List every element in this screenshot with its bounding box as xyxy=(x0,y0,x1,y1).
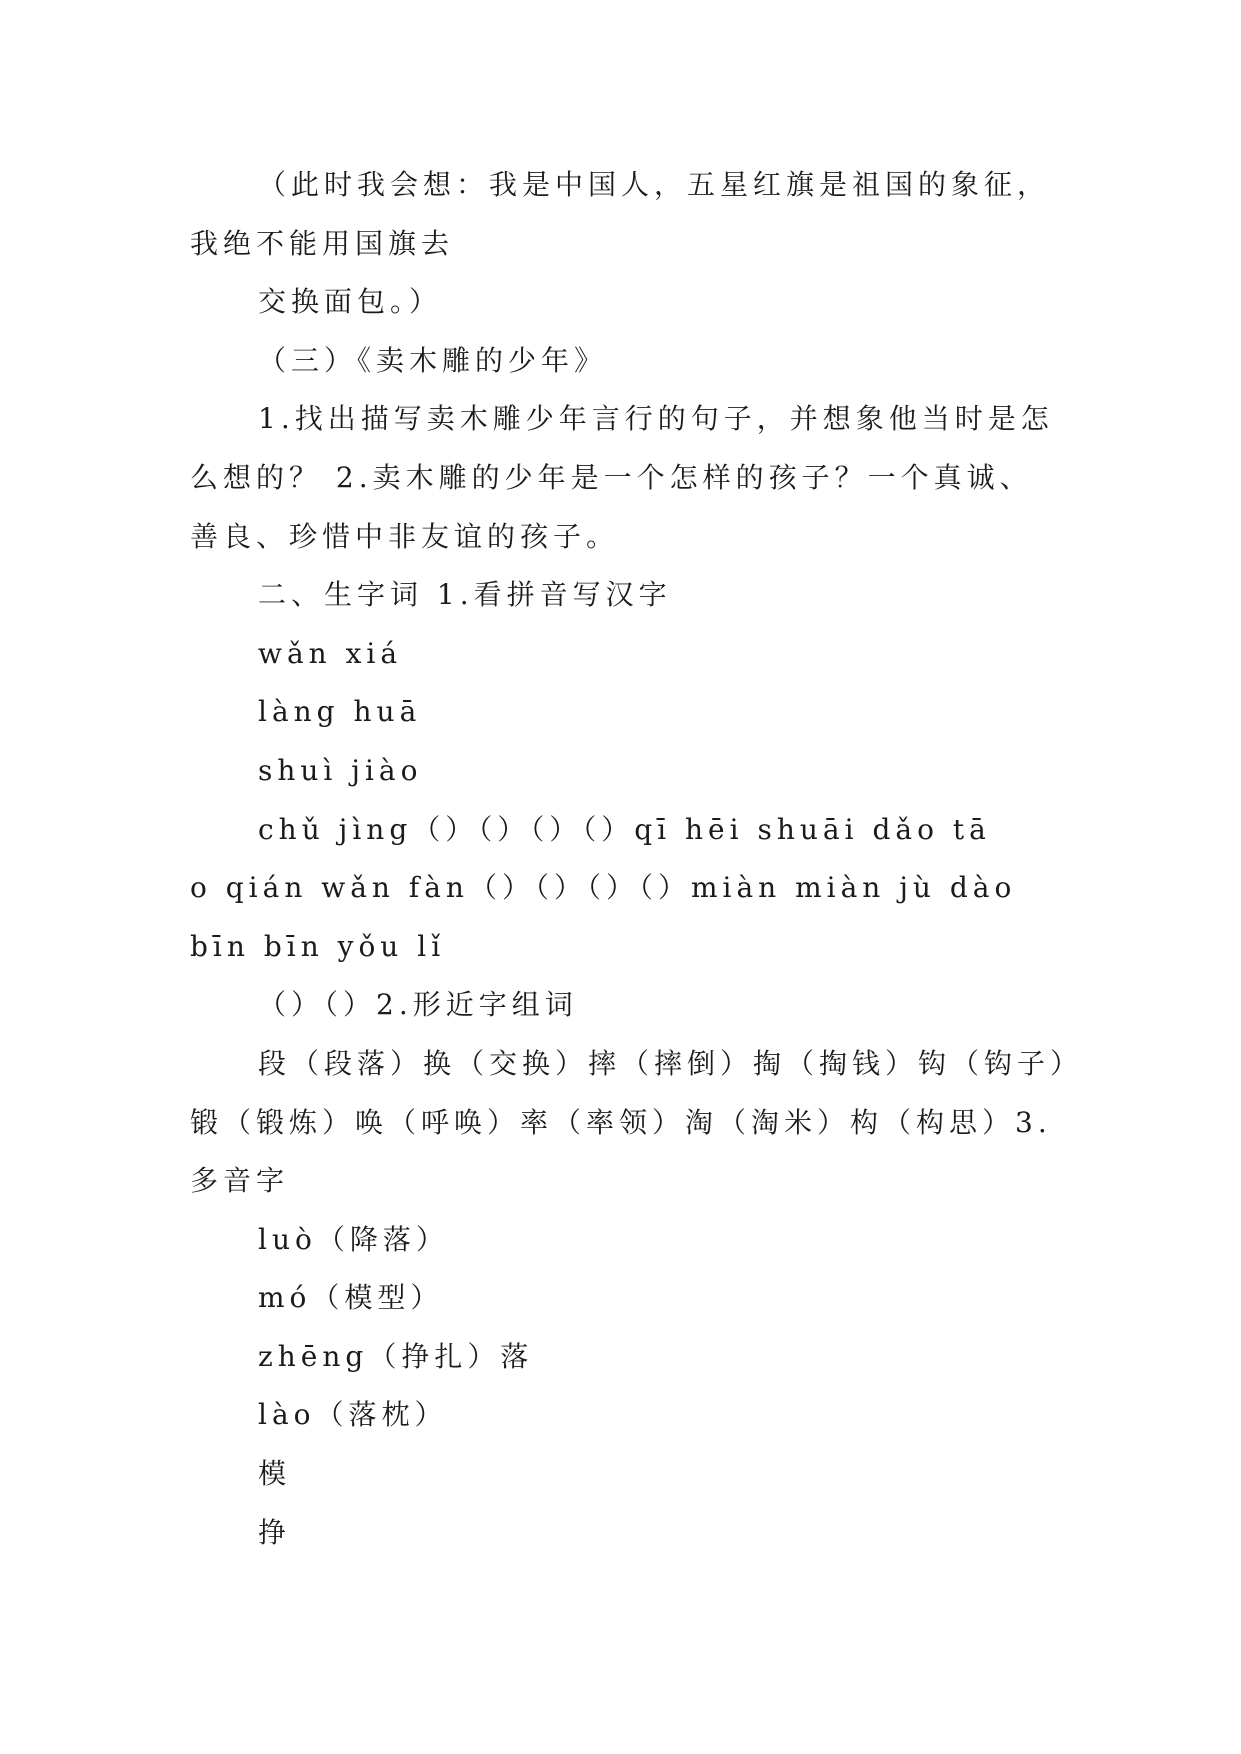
pinyin-line: o qián wǎn fàn（）（）（）（）miàn miàn jù dào xyxy=(190,871,1017,905)
word-group-line: 锻（锻炼）唤（呼唤）率（率领）淘（淘米）构（构思）3. xyxy=(190,1105,1052,1139)
paragraph-line: （此时我会想：我是中国人，五星红旗是祖国的象征， xyxy=(258,168,1051,201)
paragraph-line: 多音字 xyxy=(190,1164,290,1198)
pinyin-line: chǔ jìng（）（）（）（）qī hēi shuāi dǎo tā xyxy=(258,812,991,846)
paragraph-line: 么想的？ 2.卖木雕的少年是一个怎样的孩子？一个真诚、 xyxy=(190,460,1033,494)
pinyin-line: bīn bīn yǒu lǐ xyxy=(190,929,446,963)
polyphone-line: mó（模型） xyxy=(258,1281,444,1315)
pinyin-line: làng huā xyxy=(258,695,422,729)
polyphone-line: zhēng（挣扎）落 xyxy=(258,1339,534,1373)
word-group-line: 段（段落）换（交换）摔（摔倒）掏（掏钱）钩（钩子） xyxy=(258,1046,1084,1080)
polyphone-line: lào（落枕） xyxy=(258,1398,448,1432)
paragraph-line: （）（）2.形近字组词 xyxy=(258,988,578,1022)
section-heading: 二、生字词 1.看拼音写汉字 xyxy=(258,578,672,612)
polyphone-line: luò（降落） xyxy=(258,1222,449,1256)
pinyin-line: shuì jiào xyxy=(258,753,423,787)
pinyin-line: wǎn xiá xyxy=(258,636,403,670)
section-heading: （三）《卖木雕的少年》 xyxy=(258,343,608,377)
polyphone-line: 挣 xyxy=(258,1515,292,1549)
polyphone-line: 模 xyxy=(258,1457,292,1491)
paragraph-line: 善良、珍惜中非友谊的孩子。 xyxy=(190,519,620,553)
paragraph-line: 交换面包。） xyxy=(258,285,443,319)
paragraph-line: 我绝不能用国旗去 xyxy=(190,226,455,260)
paragraph-line: 1.找出描写卖木雕少年言行的句子，并想象他当时是怎 xyxy=(258,402,1054,436)
